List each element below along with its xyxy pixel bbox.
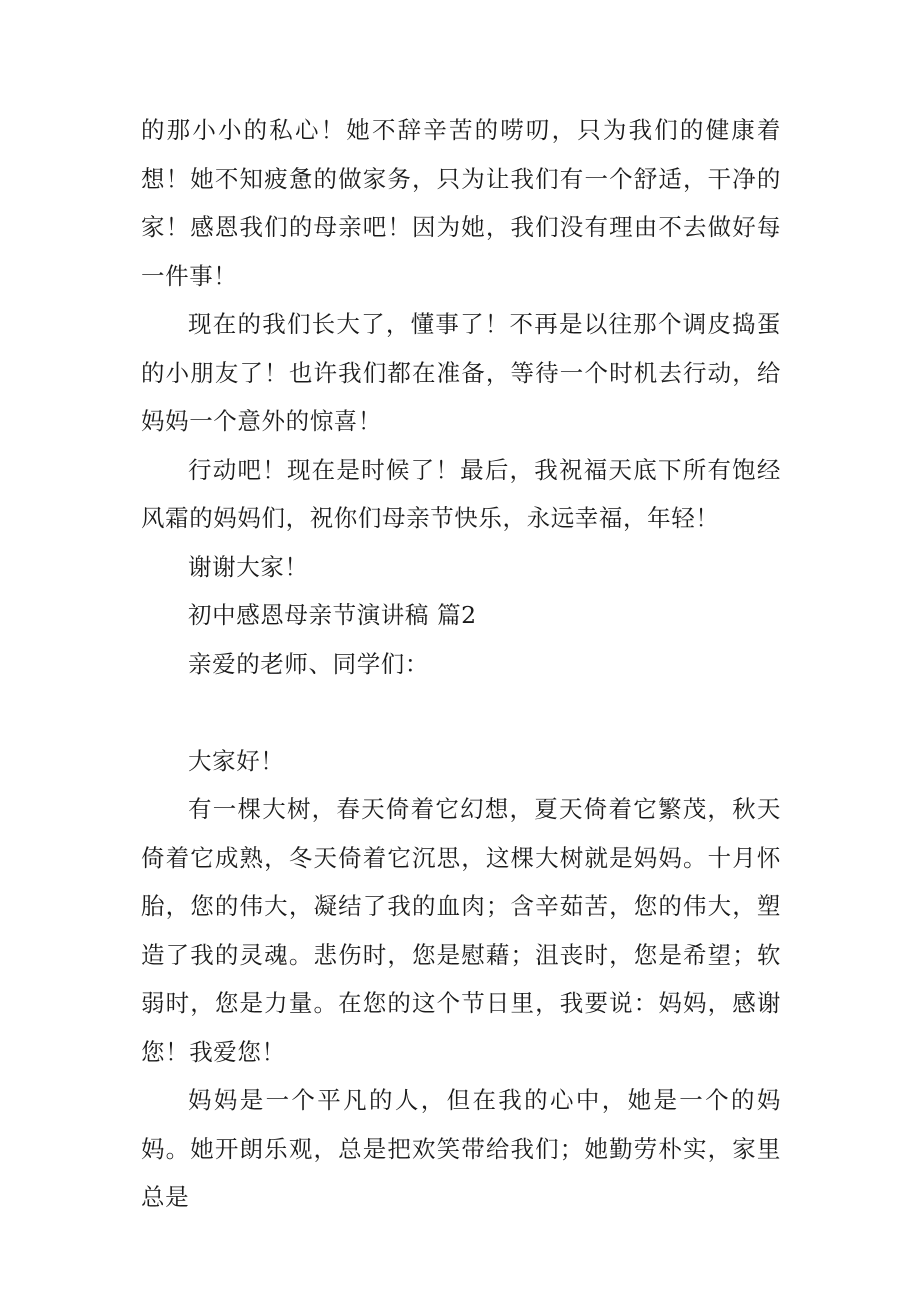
paragraph-2: 现在的我们长大了，懂事了！不再是以往那个调皮捣蛋的小朋友了！也许我们都在准备，等待一个时机去行动，给妈妈一个意外的惊喜！ — [141, 310, 781, 435]
paragraph-thanks: 谢谢大家！ — [188, 552, 309, 581]
blank-line — [141, 688, 781, 737]
paragraph-1: 的那小小的私心！她不辞辛苦的唠叨，只为我们的健康着想！她不知疲惫的做家务，只为让我们有一个舒适，干净的家！感恩我们的母亲吧！因为她，我们没有理由不去做好每一件事！ — [141, 116, 781, 290]
document-body — [141, 106, 781, 1222]
paragraph-tree: 有一棵大树，春天倚着它幻想，夏天倚着它繁茂，秋天倚着它成熟，冬天倚着它沉思，这棵大树就是妈妈。十月怀胎，您的伟大，凝结了我的血肉；含辛茹苦，您的伟大，塑造了我的灵魂。悲伤时，您是慰藉；沮丧时，您是希望；软弱时，您是力量。在您的这个节日里，我要说：妈妈，感谢您！我爱您！ — [141, 795, 781, 1066]
section-title: 初中感恩母亲节演讲稿 篇2 — [188, 601, 477, 629]
paragraph-mother: 妈妈是一个平凡的人，但在我的心中，她是一个的妈妈。她开朗乐观，总是把欢笑带给我们；她勤劳朴实，家里总是 — [141, 1086, 781, 1211]
salutation: 亲爱的老师、同学们： — [188, 649, 429, 678]
paragraph-3: 行动吧！现在是时候了！最后，我祝福天底下所有饱经风霜的妈妈们，祝你们母亲节快乐，永远幸福，年轻！ — [141, 455, 781, 532]
greeting: 大家好！ — [188, 746, 285, 775]
